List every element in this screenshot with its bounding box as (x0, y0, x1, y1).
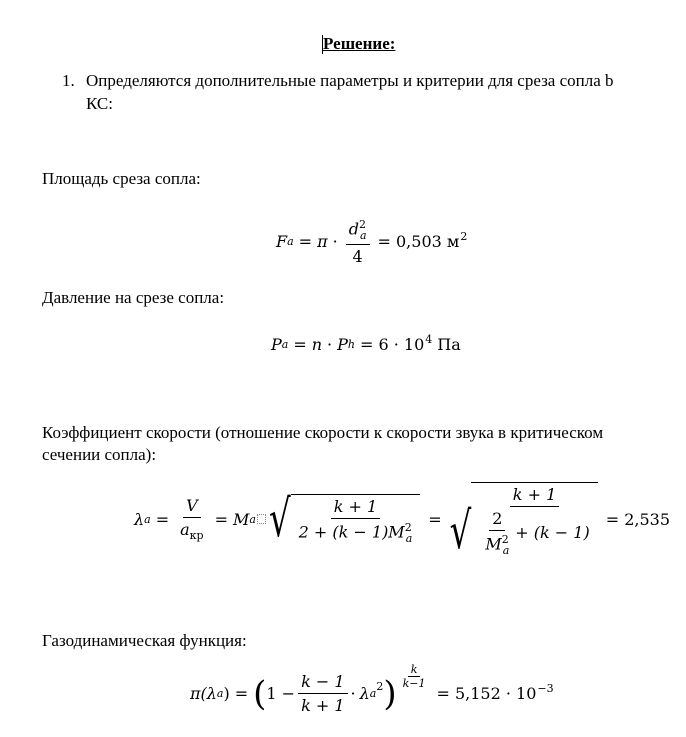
f3-eq1: = (155, 509, 170, 529)
f3-eq3: = (428, 509, 442, 529)
label-speed-2: сечении сопла): (42, 445, 157, 464)
f4-lhs-sub: a (216, 687, 224, 700)
f3-den1-sub: a (405, 531, 413, 545)
f2-ph-sub: h (347, 338, 355, 351)
label-pressure: Давление на срезе сопла: (42, 288, 225, 307)
f3-msq-sub: a (502, 543, 510, 557)
f2-eq: = (293, 335, 307, 354)
list-item-text-cont: КС: (86, 94, 113, 113)
section-title: Решение: (323, 34, 396, 53)
label-gasdynamic: Газодинамическая функция: (42, 631, 247, 650)
f4-lhs-close: ) (223, 684, 230, 703)
f3-akr: a (180, 520, 190, 540)
f3-result: = 2,535 (605, 509, 671, 529)
f3-den1: 2 + (k − 1)M (298, 522, 405, 542)
formula-speed-coefficient (134, 482, 675, 562)
f1-lhs: F (276, 232, 288, 252)
f2-dot: · (327, 335, 333, 354)
f4-lam-sub: a (369, 687, 377, 700)
f3-eq2: = (214, 509, 228, 529)
f1-num: d (348, 219, 359, 239)
list-item-text: Определяются дополнительные параметры и критерии для среза сопла b (86, 71, 614, 90)
f4-one: 1 − (266, 684, 296, 703)
f3-sqrt2: √ k + 1 $\frac{2}{M^2_a}$ + (k − 1) (450, 482, 598, 557)
f4-exp-num: k (408, 663, 421, 677)
f2-lhs: P (271, 335, 282, 354)
f1-den: 4 (352, 246, 363, 266)
f3-two: 2 (489, 509, 505, 531)
f4-exp-den: k−1 (402, 677, 426, 690)
formula-area (276, 218, 467, 266)
label-area: Площадь среза сопла: (42, 169, 201, 188)
f3-m-sub: a (249, 512, 256, 526)
placeholder-box-icon (257, 514, 266, 524)
f2-exp: 4 (425, 333, 433, 346)
f3-den2: + (k − 1) (515, 523, 590, 543)
f3-v: V (183, 496, 201, 518)
label-speed-1: Коэффициент скорости (отношение скорости к скорости звука в критическом (42, 423, 604, 442)
f1-result: = 0,503 м (377, 232, 460, 252)
f2-unit: Па (437, 335, 461, 354)
f4-lam: λ (359, 684, 370, 703)
f3-sqrt1: √ $\frac{k + 1}{2 + (k - 1)M^2_a}$ (269, 494, 420, 545)
list-number: 1. (62, 71, 75, 90)
f3-sub: a (144, 512, 151, 526)
formula-pressure (271, 335, 461, 354)
f2-ph: P (337, 335, 348, 354)
f1-sub: a (287, 235, 294, 249)
f4-result-exp: −3 (537, 682, 554, 695)
f3-num2: k + 1 (510, 485, 559, 507)
f1-eq: = (298, 232, 313, 252)
f1-fraction (346, 218, 370, 266)
f4-lam-sup: 2 (376, 680, 384, 693)
f1-num-sup: 2 (358, 218, 366, 231)
f3-msq: M (485, 534, 502, 554)
f4-result: = 5,152 · 10 (436, 684, 537, 703)
f4-eq: = (234, 684, 249, 703)
f4-den: k + 1 (301, 696, 345, 715)
f2-n: n (311, 335, 323, 354)
f1-num-sub: a (359, 228, 367, 242)
f3-num1: k + 1 (331, 497, 380, 519)
f4-dot: · (350, 684, 356, 703)
f3-m: M (232, 509, 250, 529)
f3-lhs: λ (134, 509, 145, 529)
f1-dot: · (332, 232, 338, 252)
f4-num: k − 1 (298, 672, 347, 694)
f3-frac-v (177, 496, 206, 542)
f3-den1-sup: 2 (404, 521, 412, 534)
formula-gasdynamic: π(λ a ) = ( 1 − $\frac{k - 1}{k + 1}$ · λ a $^2$ ) $\frac{k}{k-1}$ = 5,152 · 10 $^{-3}$ (190, 663, 554, 715)
f1-unit-sup: 2 (460, 230, 468, 244)
f3-akr-sub: кр (189, 529, 204, 543)
f2-sub: a (281, 338, 289, 351)
f1-pi: π (317, 232, 328, 252)
f3-msq-sup: 2 (501, 533, 509, 546)
f4-lhs: π(λ (190, 684, 217, 703)
f2-result: = 6 · 10 (360, 335, 425, 354)
